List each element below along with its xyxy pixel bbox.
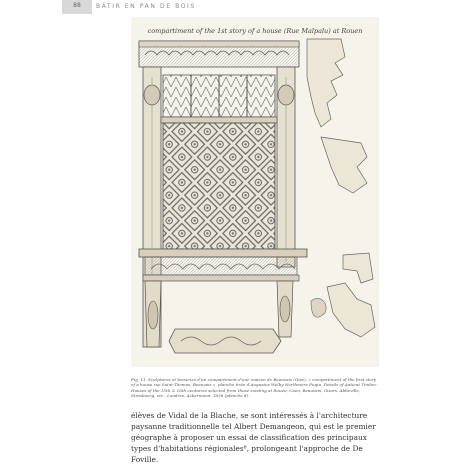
page-number: 88: [73, 2, 81, 9]
engraving-plate: [131, 17, 379, 367]
running-head: BÂTIR EN PAN DE BOIS: [96, 3, 196, 10]
figure-caption: Fig. 11. Sculptures et boiseries d'un compartiment d'une maison de Beauvais (Oise), « compartiment of the first story of a house rue Saint-Thomas, Beauvais », planche tirée d'Augustus Welby Northmore Pugin, Details of Antient Timber Houses of the 15th & 16th centuries selected from those existing at Rouen, Caen, Beauvais, Gisors, Abbeville, Strasbourg, etc., Londres, Ackermann, 1836 (planche 8).: [131, 377, 377, 399]
plate-inscription: compartiment of the 1st story of a house (Rue Malpalu) at Rouen: [147, 27, 363, 35]
engraving-illustration: [131, 17, 379, 367]
body-paragraph: élèves de Vidal de la Blache, se sont intéressés à l'architecture paysanne traditionnelle tel Albert Demangeon, qui est le premier géographe à proposer un essai de classification des principaux types d'habitations régionales⁸, prolongeant l'approche de De Foville.: [131, 411, 376, 464]
